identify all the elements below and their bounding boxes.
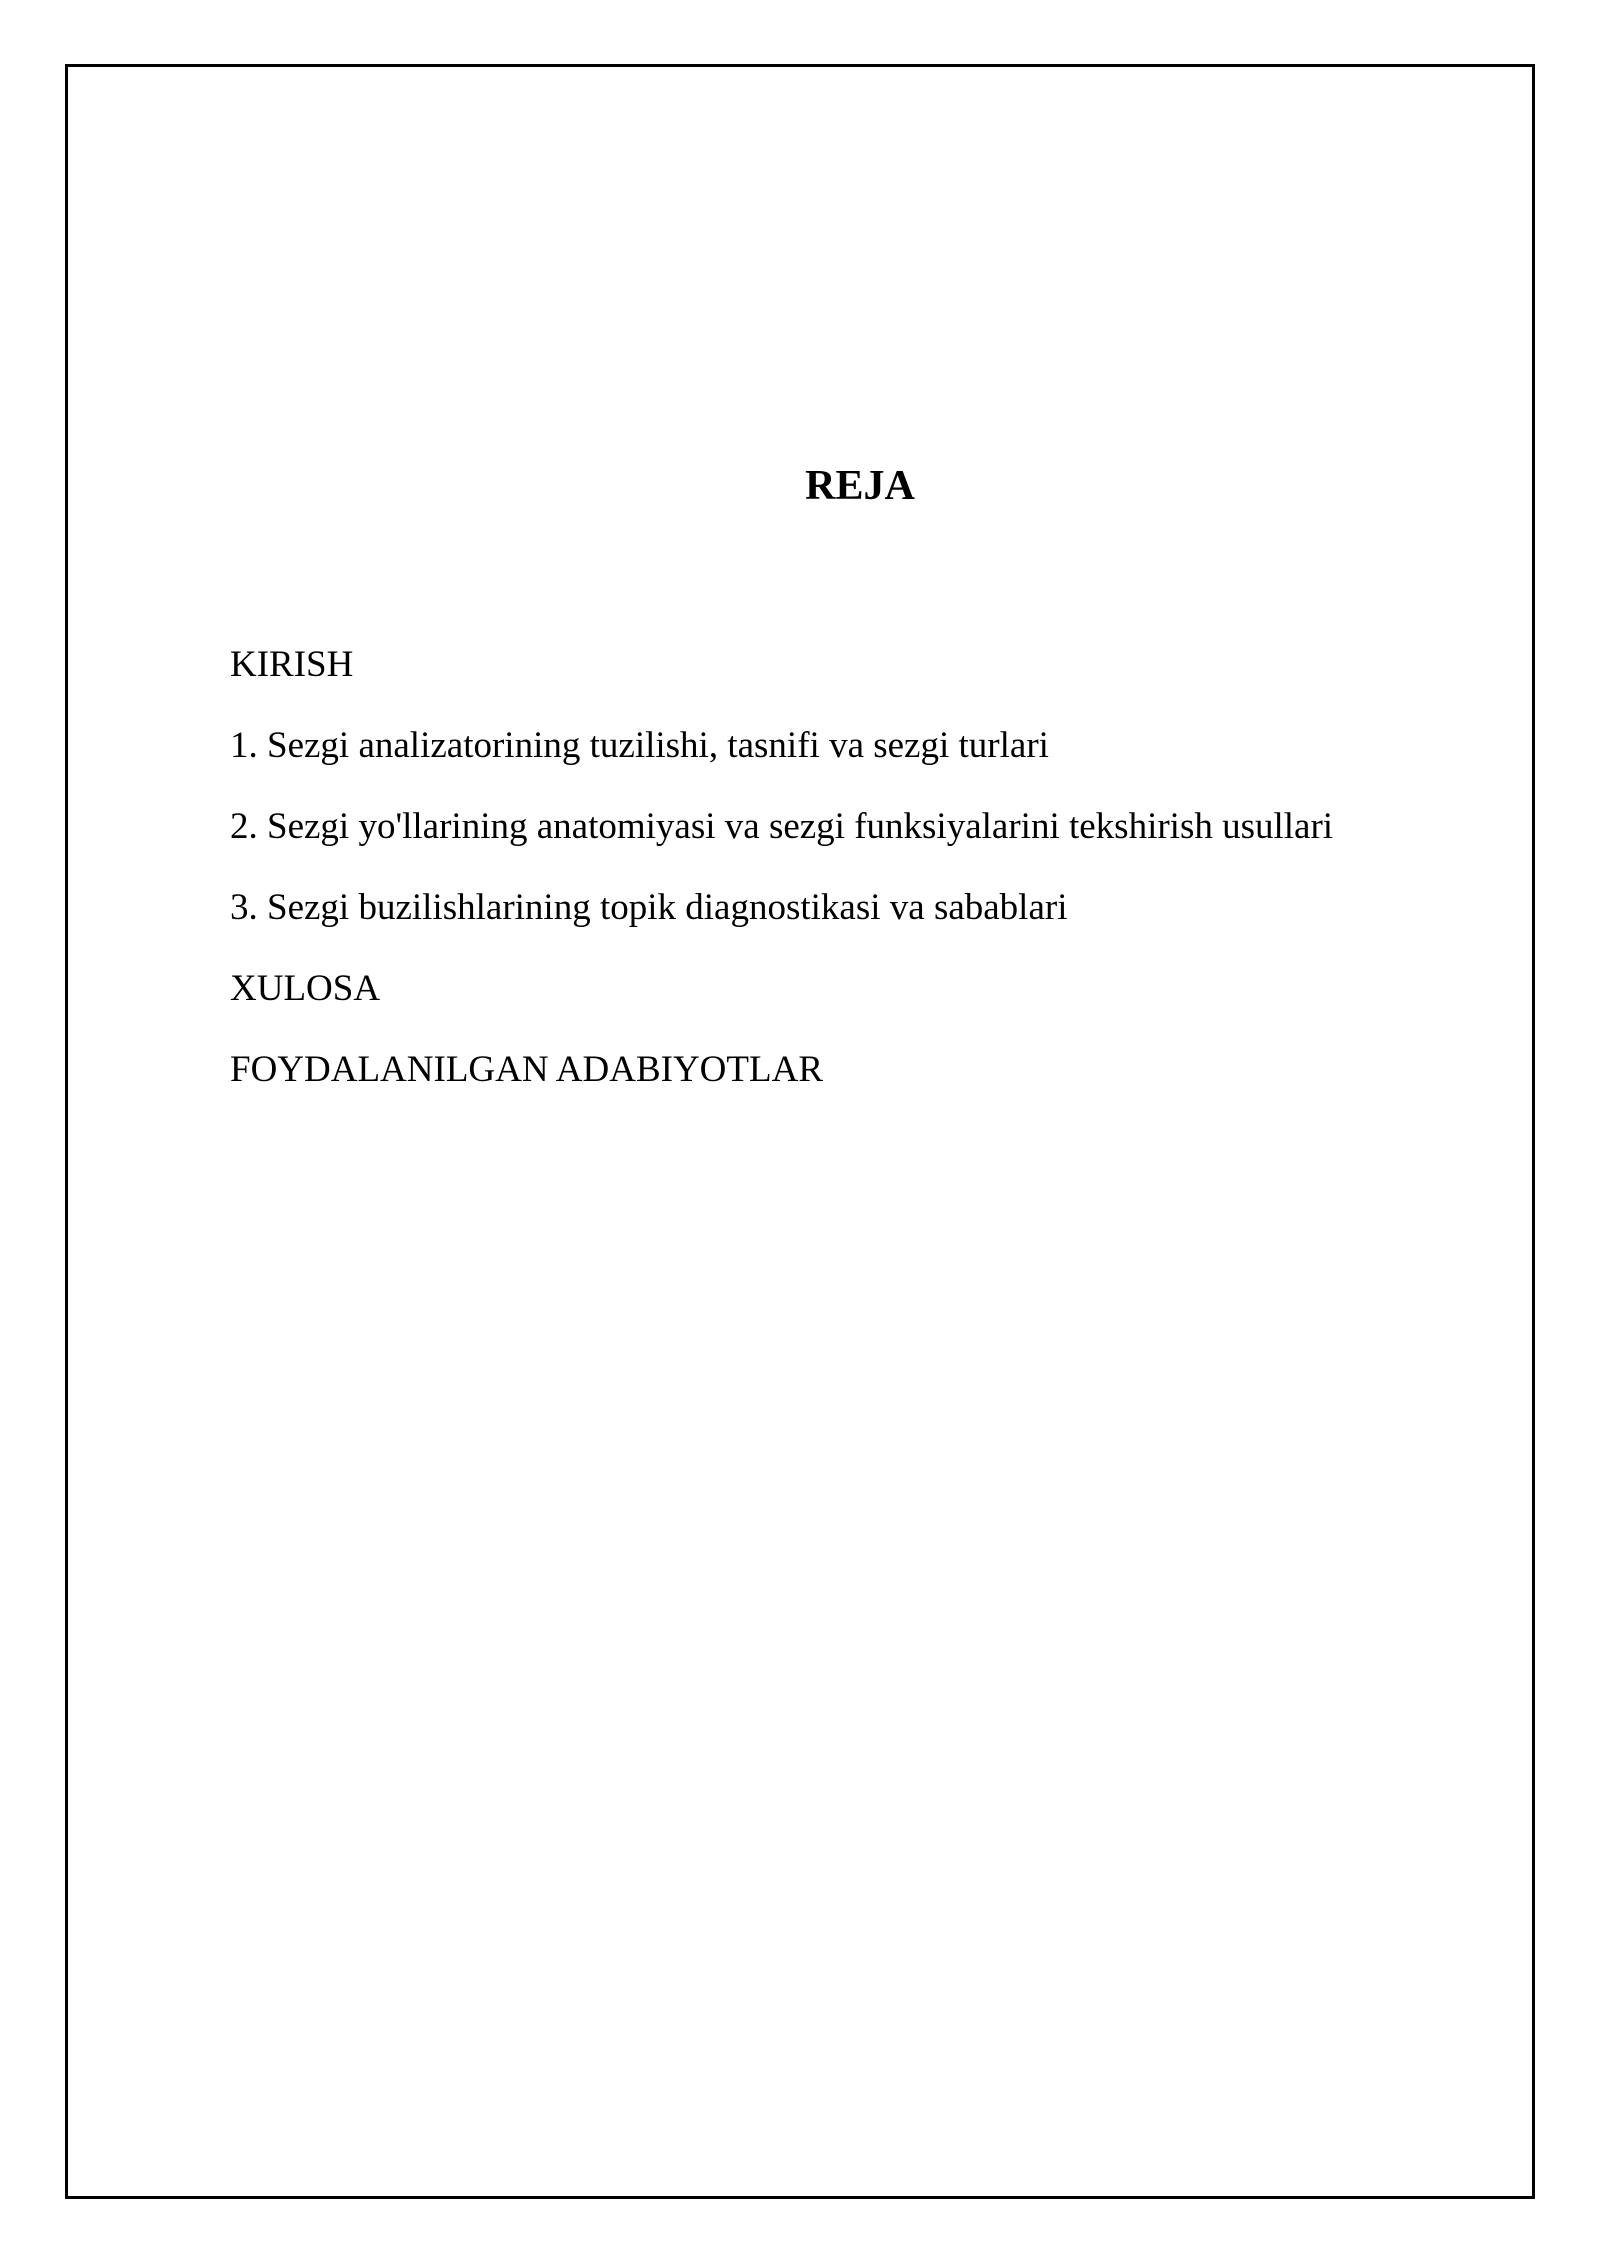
plan-list (230, 640, 1333, 1126)
plan-item-introduction: KIRISH (230, 644, 354, 685)
plan-item-references: FOYDALANILGAN ADABIYOTLAR (230, 1049, 823, 1090)
plan-item-3: 3. Sezgi buzilishlarining topik diagnostikasi va sabablari (230, 887, 1068, 928)
page-title: REJA (805, 463, 915, 509)
plan-item-2: 2. Sezgi yo'llarining anatomiyasi va sezgi funksiyalarini tekshirish usullari (230, 806, 1334, 847)
plan-item-conclusion: XULOSA (230, 968, 381, 1009)
page-border (65, 64, 1535, 2199)
plan-item-1: 1. Sezgi analizatorining tuzilishi, tasnifi va sezgi turlari (230, 725, 1049, 766)
